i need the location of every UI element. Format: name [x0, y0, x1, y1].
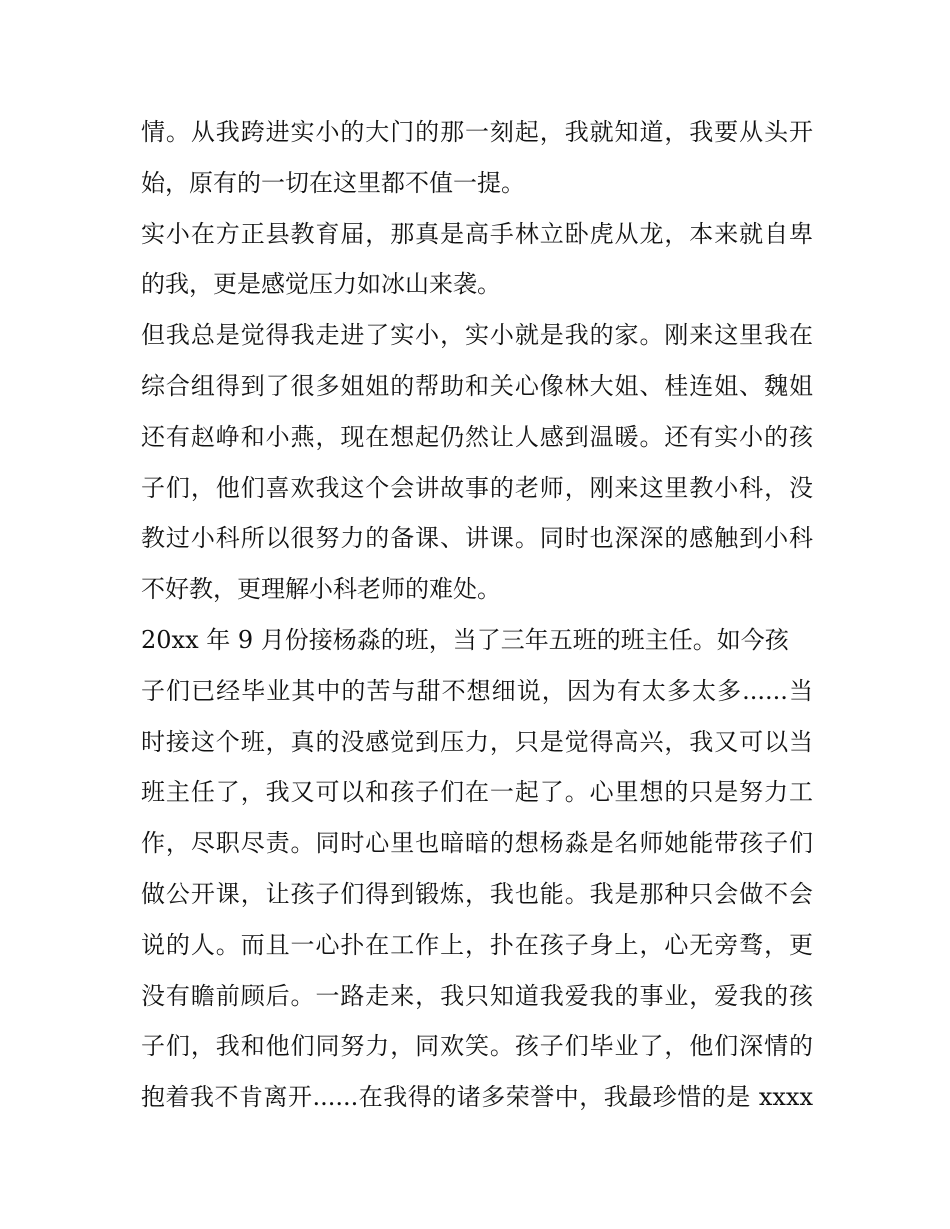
text-line-5: 但我总是觉得我走进了实小，实小就是我的家。刚来这里我在 — [141, 321, 813, 350]
text-line-2: 始，原有的一切在这里都不值一提。 — [141, 168, 525, 197]
text-line-7: 还有赵峥和小燕，现在想起仍然让人感到温暖。还有实小的孩 — [141, 422, 813, 451]
text-line-4: 的我，更是感觉压力如冰山来袭。 — [141, 270, 501, 299]
text-line-12: 子们已经毕业其中的苦与甜不想细说，因为有太多太多......当 — [141, 676, 813, 705]
text-line-16: 做公开课，让孩子们得到锻炼，我也能。我是那种只会做不会 — [141, 879, 813, 908]
body-text — [141, 107, 813, 1123]
text-line-1: 情。从我跨进实小的大门的那一刻起，我就知道，我要从头开 — [141, 118, 813, 146]
text-line-14: 班主任了，我又可以和孩子们在一起了。心里想的只是努力工 — [141, 778, 813, 807]
text-line-9: 教过小科所以很努力的备课、讲课。同时也深深的感触到小科 — [141, 524, 813, 553]
text-line-17: 说的人。而且一心扑在工作上，扑在孩子身上，心无旁骛，更 — [141, 930, 813, 959]
text-line-10: 不好教，更理解小科老师的难处。 — [141, 575, 501, 604]
text-line-18: 没有瞻前顾后。一路走来，我只知道我爱我的事业，爱我的孩 — [141, 981, 813, 1010]
text-line-15: 作，尽职尽责。同时心里也暗暗的想杨淼是名师她能带孩子们 — [141, 829, 813, 858]
text-line-6: 综合组得到了很多姐姐的帮助和关心像林大姐、桂连姐、魏姐 — [141, 371, 813, 400]
text-line-13: 时接这个班，真的没感觉到压力，只是觉得高兴，我又可以当 — [141, 727, 813, 756]
text-line-19: 子们，我和他们同努力，同欢笑。孩子们毕业了，他们深情的 — [141, 1032, 813, 1061]
text-line-20: 抱着我不肯离开......在我得的诸多荣誉中，我最珍惜的是 xxxx — [141, 1083, 813, 1112]
text-line-3: 实小在方正县教育届，那真是高手林立卧虎从龙，本来就自卑 — [141, 219, 813, 248]
text-line-11: 20xx 年 9 月份接杨淼的班，当了三年五班的班主任。如今孩 — [141, 625, 789, 654]
text-line-8: 子们，他们喜欢我这个会讲故事的老师，刚来这里教小科，没 — [141, 473, 813, 502]
